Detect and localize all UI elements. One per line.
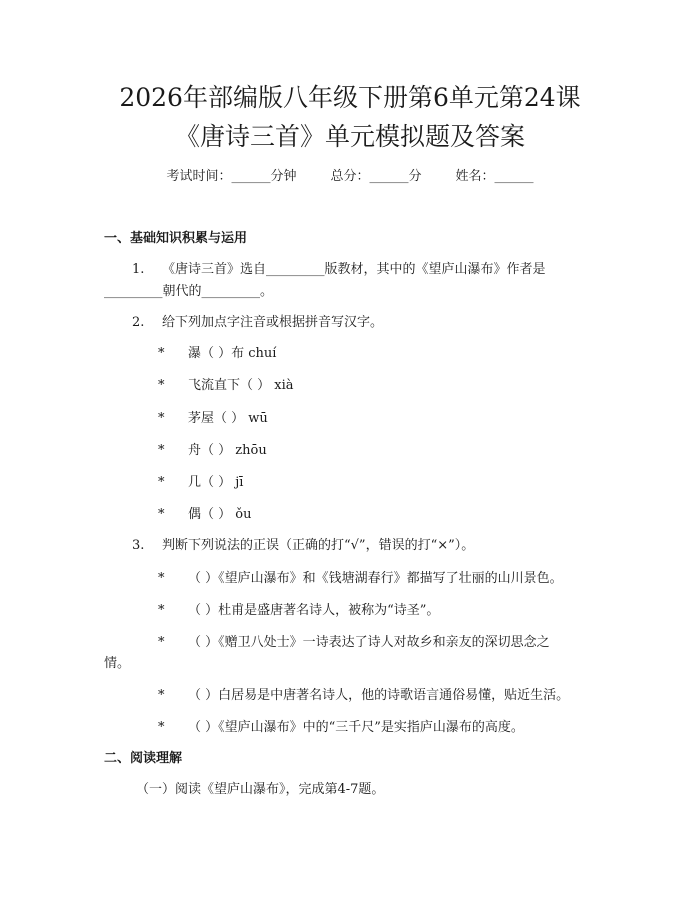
list-item: * （ ）《望庐山瀑布》中的“三千尺”是实指庐山瀑布的高度。 [158, 718, 524, 738]
document-title-line1: 2026年部编版八年级下册第6单元第24课 [119, 83, 581, 112]
bullet-icon: * [158, 635, 165, 650]
document-title-line2: 《唐诗三首》单元模拟题及答案 [174, 122, 525, 151]
bullet-icon: * [158, 688, 165, 703]
list-item-continued: 情。 [104, 656, 131, 671]
question-text: 判断下列说法的正误（正确的打“√”，错误的打“×”）。 [162, 538, 475, 553]
bullet-icon: * [158, 443, 165, 458]
list-item: * （ ）杜甫是盛唐著名诗人，被称为“诗圣”。 [158, 601, 439, 621]
question-text: 给下列加点字注音或根据拼音写汉字。 [162, 315, 384, 330]
list-item: * 偶（ ） ǒu [158, 505, 251, 525]
list-item: * （ ）《赠卫八处士》一诗表达了诗人对故乡和亲友的深切思念之 [158, 633, 550, 653]
bullet-icon: * [158, 720, 165, 735]
bullet-icon: * [158, 411, 165, 426]
bullet-icon: * [158, 603, 165, 618]
exam-name: 姓名：______ [455, 169, 534, 184]
section-heading-2: 二、阅读理解 [104, 751, 183, 766]
bullet-icon: * [158, 571, 165, 586]
bullet-icon: * [158, 475, 165, 490]
bullet-icon: * [158, 378, 165, 393]
question-1 [132, 260, 546, 280]
question-number: 3. [132, 538, 145, 553]
question-text: 《唐诗三首》选自_________版教材，其中的《望庐山瀑布》作者是 [162, 262, 546, 277]
question-2 [132, 313, 383, 333]
bullet-icon: * [158, 507, 165, 522]
list-item: * 几（ ） jī [158, 473, 243, 493]
list-item: * （ ）白居易是中唐著名诗人，他的诗歌语言通俗易懂，贴近生活。 [158, 686, 569, 706]
question-number: 1. [132, 262, 145, 277]
list-item: * （ ）《望庐山瀑布》和《钱塘湖春行》都描写了壮丽的山川景色。 [158, 569, 563, 589]
question-1-continued: _________朝代的_________。 [104, 284, 274, 299]
exam-total-score: 总分：______分 [330, 169, 422, 184]
bullet-icon: * [158, 346, 165, 361]
question-3 [132, 536, 474, 556]
question-number: 2. [132, 315, 145, 330]
exam-info [0, 167, 700, 187]
exam-time: 考试时间：______分钟 [166, 169, 297, 184]
list-item: * 舟（ ） zhōu [158, 441, 267, 461]
section-heading-1: 一、基础知识积累与运用 [104, 231, 248, 246]
list-item: * 瀑（ ）布 chuí [158, 344, 276, 364]
list-item: * 飞流直下（ ） xià [158, 376, 294, 396]
list-item: * 茅屋（ ） wū [158, 409, 268, 429]
reading-instruction: （一）阅读《望庐山瀑布》，完成第4-7题。 [136, 782, 385, 797]
